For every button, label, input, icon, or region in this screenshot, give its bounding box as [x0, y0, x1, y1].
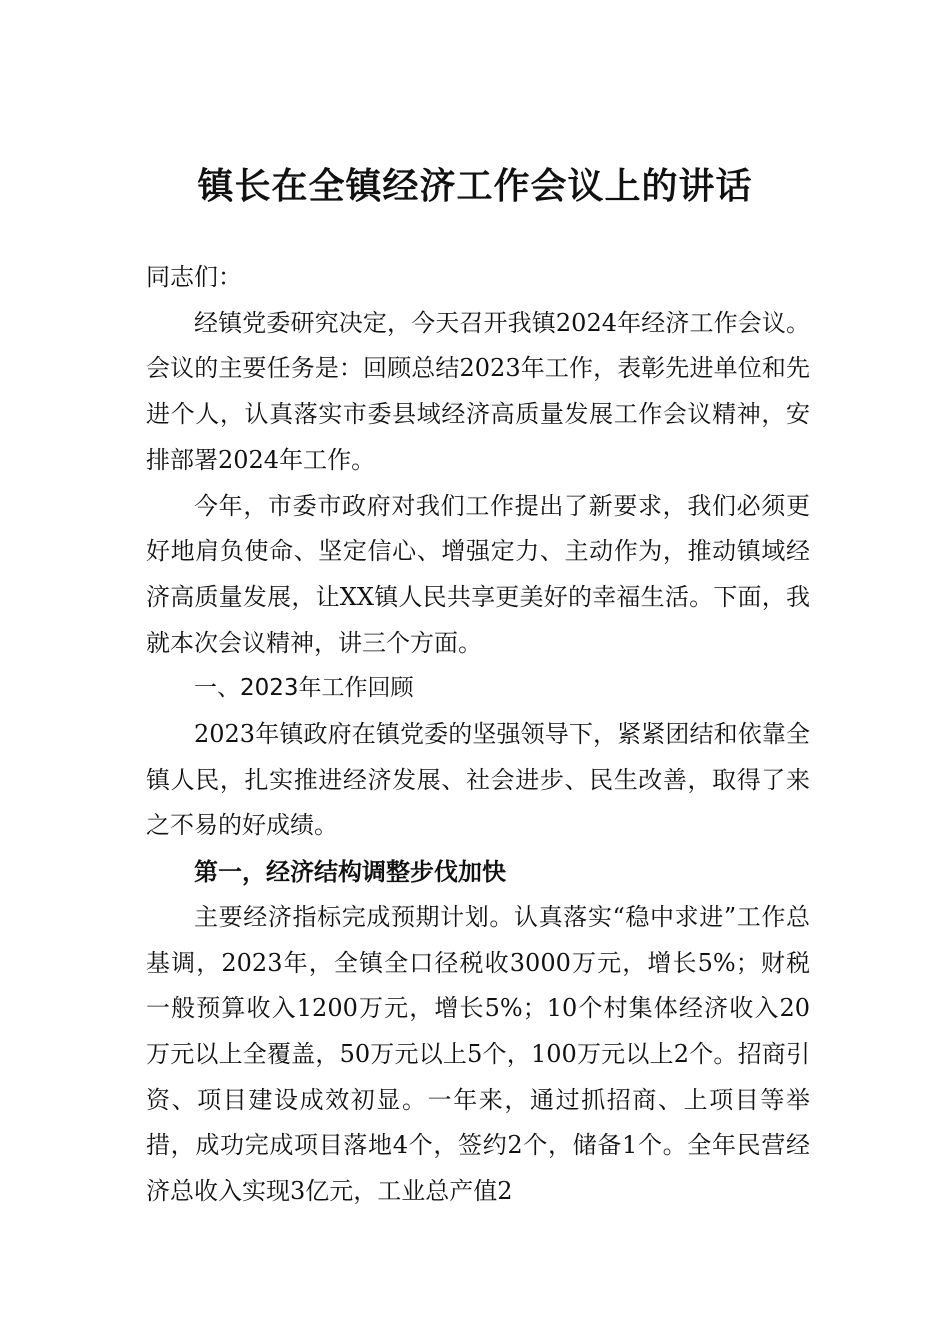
section-heading-review: 一、2023年工作回顾	[194, 675, 414, 702]
paragraph-economy-details: 主要经济指标完成预期计划。认真落实“稳中求进”工作总基调，2023年，全镇全口径税收3000万元，增长5%；财税一般预算收入1200万元，增长5%；10个村集体经济收入20万元以上全覆盖，50万元以上5个，100万元以上2个。招商引资、项目建设成效初显。一年来，通过抓招商、上项目等举措，成功完成项目落地4个，签约2个，储备1个。全年民营经济总收入实现3亿元，工业总产值2	[146, 902, 810, 1206]
paragraph-requirements: 今年，市委市政府对我们工作提出了新要求，我们必须更好地肩负使命、坚定信心、增强定力、主动作为，推动镇域经济高质量发展，让XX镇人民共享更美好的幸福生活。下面，我就本次会议精神，讲三个方面。	[146, 491, 810, 657]
subsection-heading-economy: 第一，经济结构调整步伐加快	[194, 857, 506, 887]
salutation: 同志们：	[146, 263, 242, 291]
document-body	[146, 255, 810, 1215]
paragraph-review-summary: 2023年镇政府在镇党委的坚强领导下，紧紧团结和依靠全镇人民，扎实推进经济发展、社会进步、民生改善，取得了来之不易的好成绩。	[146, 720, 810, 840]
document-title: 镇长在全镇经济工作会议上的讲话	[197, 165, 753, 207]
paragraph-intro: 经镇党委研究决定，今天召开我镇2024年经济工作会议。会议的主要任务是：回顾总结2023年工作，表彰先进单位和先进个人，认真落实市委县域经济高质量发展工作会议精神，安排部署2024年工作。	[146, 308, 810, 474]
